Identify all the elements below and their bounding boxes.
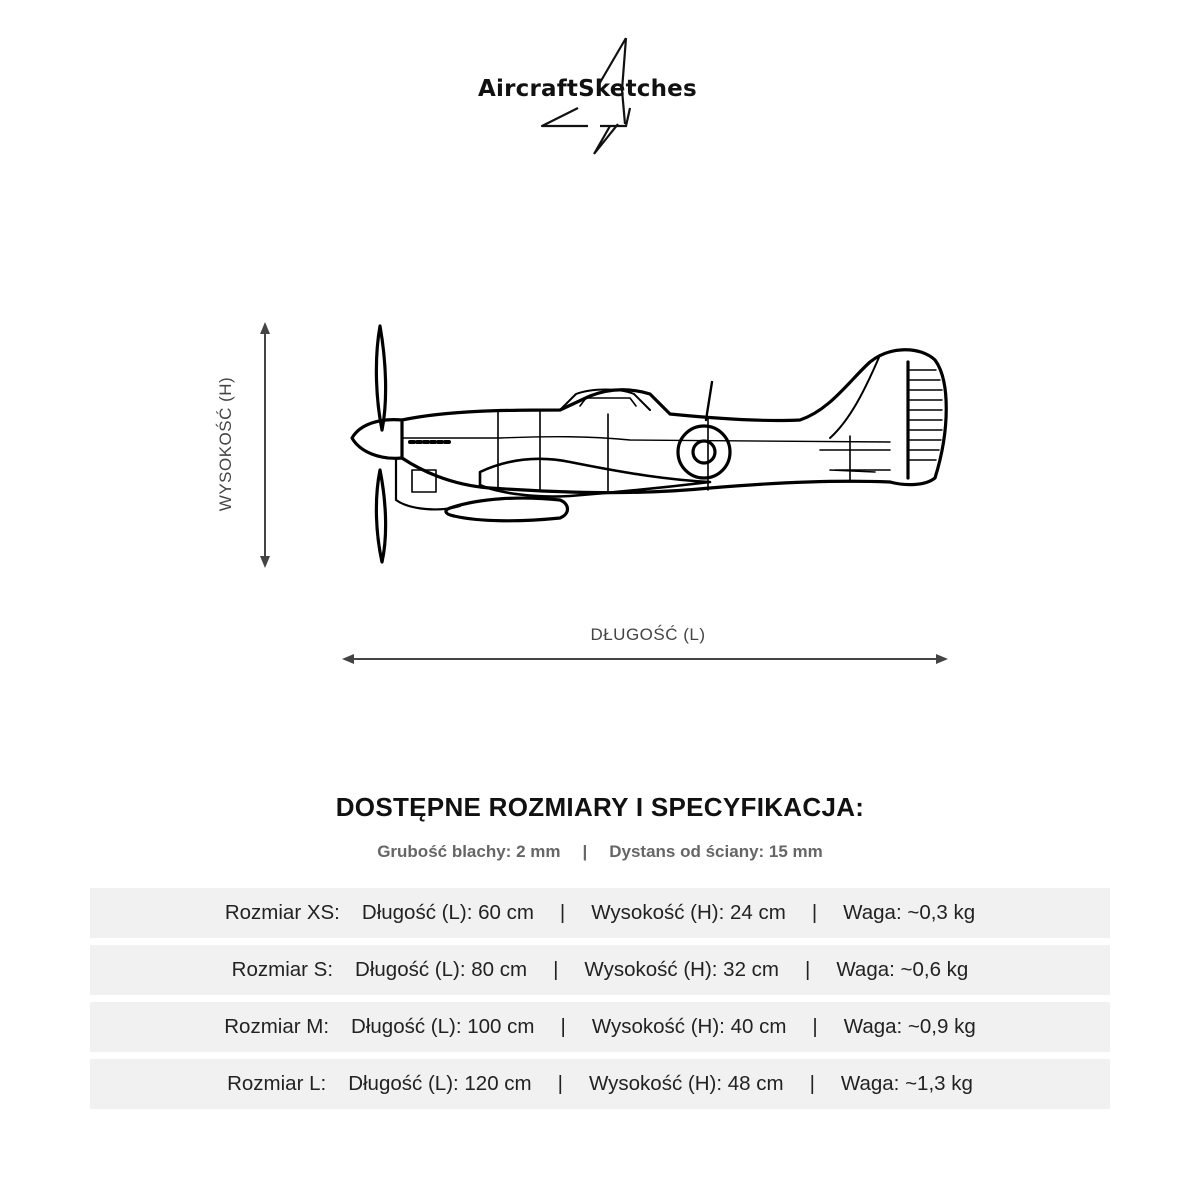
size-row-m [90,1002,1110,1052]
size-name: Rozmiar XS: [224,901,340,924]
size-length: Długość (L): 80 cm [355,958,528,981]
length-arrow [340,648,950,670]
separator: | [559,901,566,924]
size-weight: Waga: ~0,3 kg [843,901,976,924]
size-weight: Waga: ~0,6 kg [836,958,969,981]
separator: | [582,842,588,861]
separator: | [805,958,811,981]
specs-line [0,842,1200,862]
size-height: Wysokość (H): 24 cm [591,901,786,924]
size-height: Wysokość (H): 40 cm [591,1015,787,1038]
size-weight: Waga: ~1,3 kg [840,1072,973,1095]
size-height: Wysokość (H): 48 cm [588,1072,784,1095]
size-length: Długość (L): 100 cm [351,1015,535,1038]
size-name: Rozmiar L: [227,1072,327,1095]
size-height: Wysokość (H): 32 cm [584,958,779,981]
size-row-l [90,1059,1110,1109]
size-weight: Waga: ~0,9 kg [843,1015,976,1038]
specs-title: DOSTĘPNE ROZMIARY I SPECYFIKACJA: [335,792,865,822]
height-arrow [250,320,280,570]
size-row-xs [90,888,1110,938]
separator: | [560,1015,566,1038]
separator: | [811,901,818,924]
separator: | [809,1072,815,1095]
separator: | [553,958,559,981]
size-length: Długość (L): 120 cm [348,1072,532,1095]
separator: | [812,1015,818,1038]
size-length: Długość (L): 60 cm [361,901,534,924]
length-label: DŁUGOŚĆ (L) [590,625,706,644]
height-label: WYSOKOŚĆ (H) [216,376,235,512]
separator: | [557,1072,563,1095]
size-name: Rozmiar S: [231,958,334,981]
size-row-s [90,945,1110,995]
logo-text: AircraftSketches [478,76,697,102]
distance-spec: Dystans od ściany: 15 mm [609,842,823,861]
thickness-spec: Grubość blachy: 2 mm [377,842,561,861]
aircraft-silhouette [330,310,970,580]
size-name: Rozmiar M: [224,1015,330,1038]
